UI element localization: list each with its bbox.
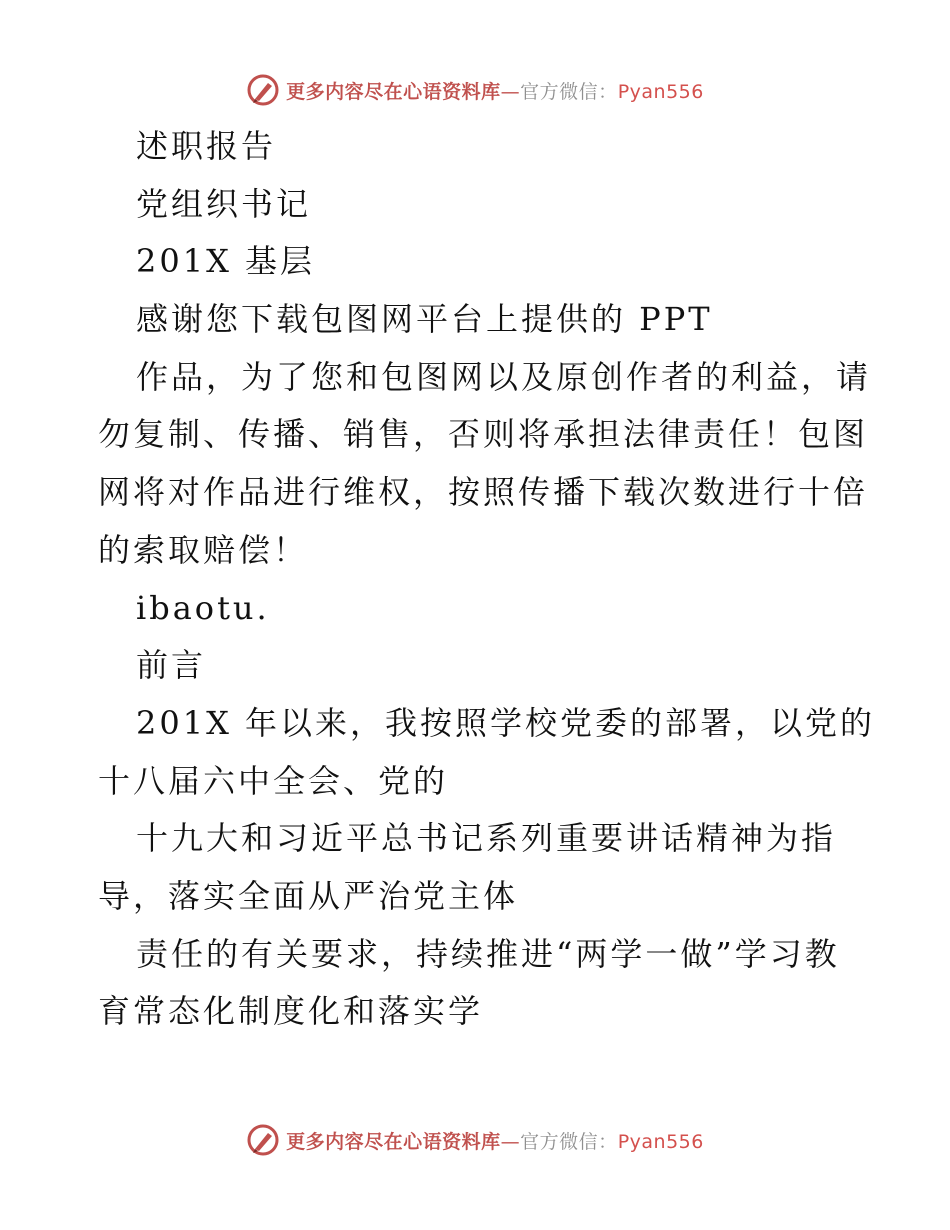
paragraph-line: 责任的有关要求，持续推进“两学一做”学习教 bbox=[136, 934, 840, 973]
paragraph-line: 育常态化制度化和落实学 bbox=[98, 992, 484, 1031]
banner-site-name: 更多内容尽在心语资料库 bbox=[286, 80, 501, 103]
paragraph-line: 十九大和习近平总书记系列重要讲话精神为指 bbox=[136, 819, 837, 858]
paragraph-line: 作品，为了您和包图网以及原创作者的利益，请 bbox=[136, 357, 872, 396]
paragraph-line: 网将对作品进行维权，按照传播下载次数进行十倍 bbox=[98, 473, 869, 512]
banner-account: Pyan556 bbox=[617, 1130, 704, 1153]
paragraph-line: ibaotu. bbox=[136, 588, 270, 627]
pen-logo-icon bbox=[246, 73, 280, 107]
banner-wechat-label: 官方微信： bbox=[520, 1130, 618, 1153]
banner-account: Pyan556 bbox=[617, 80, 704, 103]
paragraph-line: 的索取赔偿！ bbox=[98, 530, 309, 569]
document-body bbox=[98, 118, 876, 1041]
paragraph-line: 勿复制、传播、销售，否则将承担法律责任！包图 bbox=[98, 415, 869, 454]
paragraph-line: 述职报告 bbox=[136, 127, 277, 165]
header-banner bbox=[0, 70, 950, 110]
paragraph-line: 十八届六中全会、党的 bbox=[98, 761, 449, 800]
banner-site-name: 更多内容尽在心语资料库 bbox=[286, 1130, 501, 1153]
paragraph-line: 导，落实全面从严治党主体 bbox=[98, 876, 519, 915]
footer-banner bbox=[0, 1120, 950, 1160]
paragraph-line: 201X 年以来，我按照学校党委的部署，以党的 bbox=[136, 703, 876, 742]
paragraph-line: 201X 基层 bbox=[136, 242, 316, 281]
paragraph-line: 前言 bbox=[136, 646, 207, 685]
banner-text bbox=[286, 1127, 704, 1154]
banner-wechat-label: 官方微信： bbox=[520, 80, 618, 103]
paragraph-line: 感谢您下载包图网平台上提供的 PPT bbox=[136, 300, 713, 339]
pen-logo-icon bbox=[246, 1123, 280, 1157]
banner-separator: — bbox=[500, 1130, 521, 1153]
banner-separator: — bbox=[500, 80, 521, 103]
banner-text bbox=[286, 77, 704, 104]
paragraph-line: 党组织书记 bbox=[136, 184, 312, 223]
